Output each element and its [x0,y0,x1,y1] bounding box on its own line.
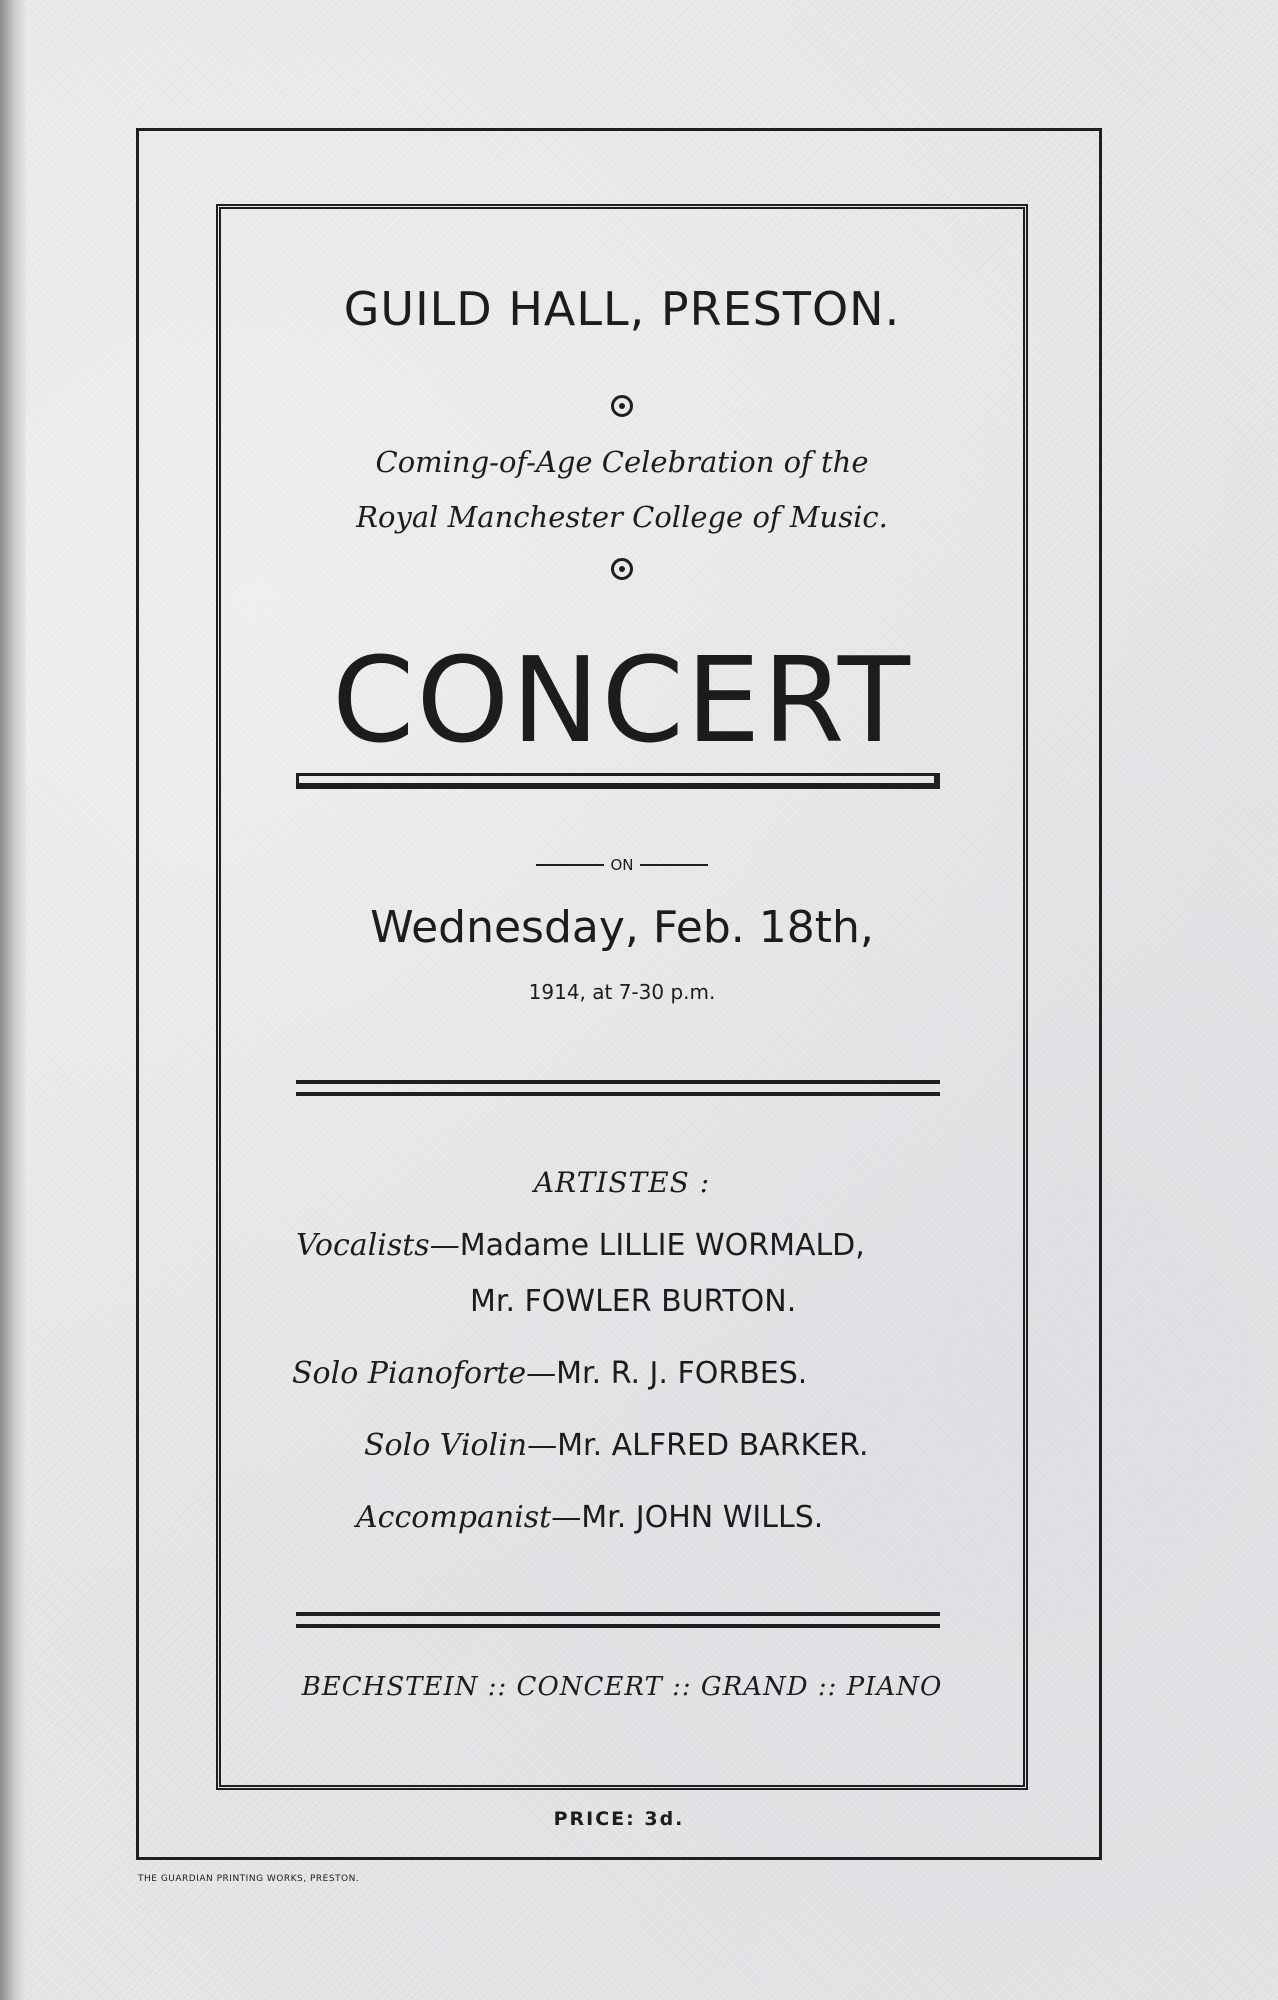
artist-line-violin [364,1428,868,1463]
artist-line-vocalists [296,1228,865,1263]
title-underline [296,773,940,789]
printer-imprint: THE GUARDIAN PRINTING WORKS, PRESTON. [138,1874,360,1884]
circle-dot-icon [611,395,633,417]
artist-role: Vocalists— [296,1228,460,1263]
artist-role: Accompanist— [356,1500,582,1535]
concert-time: 1914, at 7-30 p.m. [528,980,716,1004]
artist-role: Solo Violin— [364,1428,558,1463]
celebration-line-1: Coming-of-Age Celebration of the [375,445,869,479]
artist-line-vocalist-2 [470,1284,796,1319]
price-label: PRICE: 3d. [553,1808,685,1830]
artist-names: Madame LILLIE WORMALD, [459,1228,865,1263]
artist-line-pianoforte [292,1356,807,1391]
concert-date: Wednesday, Feb. 18th, [370,902,874,953]
artist-line-accompanist [356,1500,823,1535]
piano-line: BECHSTEIN :: CONCERT :: GRAND :: PIANO [301,1672,943,1702]
artistes-heading: ARTISTES : [533,1166,711,1199]
celebration-text [216,435,1028,545]
artist-names: Mr. JOHN WILLS. [581,1500,824,1535]
dash-left [536,864,604,866]
circle-dot-icon [611,558,633,580]
celebration-line-2: Royal Manchester College of Music. [356,500,888,534]
double-rule-divider [296,1080,940,1096]
double-rule-divider [296,1612,940,1628]
artist-names: Mr. FOWLER BURTON. [470,1284,797,1319]
artist-names: Mr. R. J. FORBES. [556,1356,808,1391]
on-label: ON [610,856,634,874]
spine-edge [0,0,26,2000]
artist-names: Mr. ALFRED BARKER. [557,1428,869,1463]
dash-right [640,864,708,866]
venue-title: GUILD HALL, PRESTON. [343,282,901,336]
artist-role: Solo Pianoforte— [292,1356,557,1391]
on-divider [216,856,1028,874]
concert-title: CONCERT [332,631,912,769]
